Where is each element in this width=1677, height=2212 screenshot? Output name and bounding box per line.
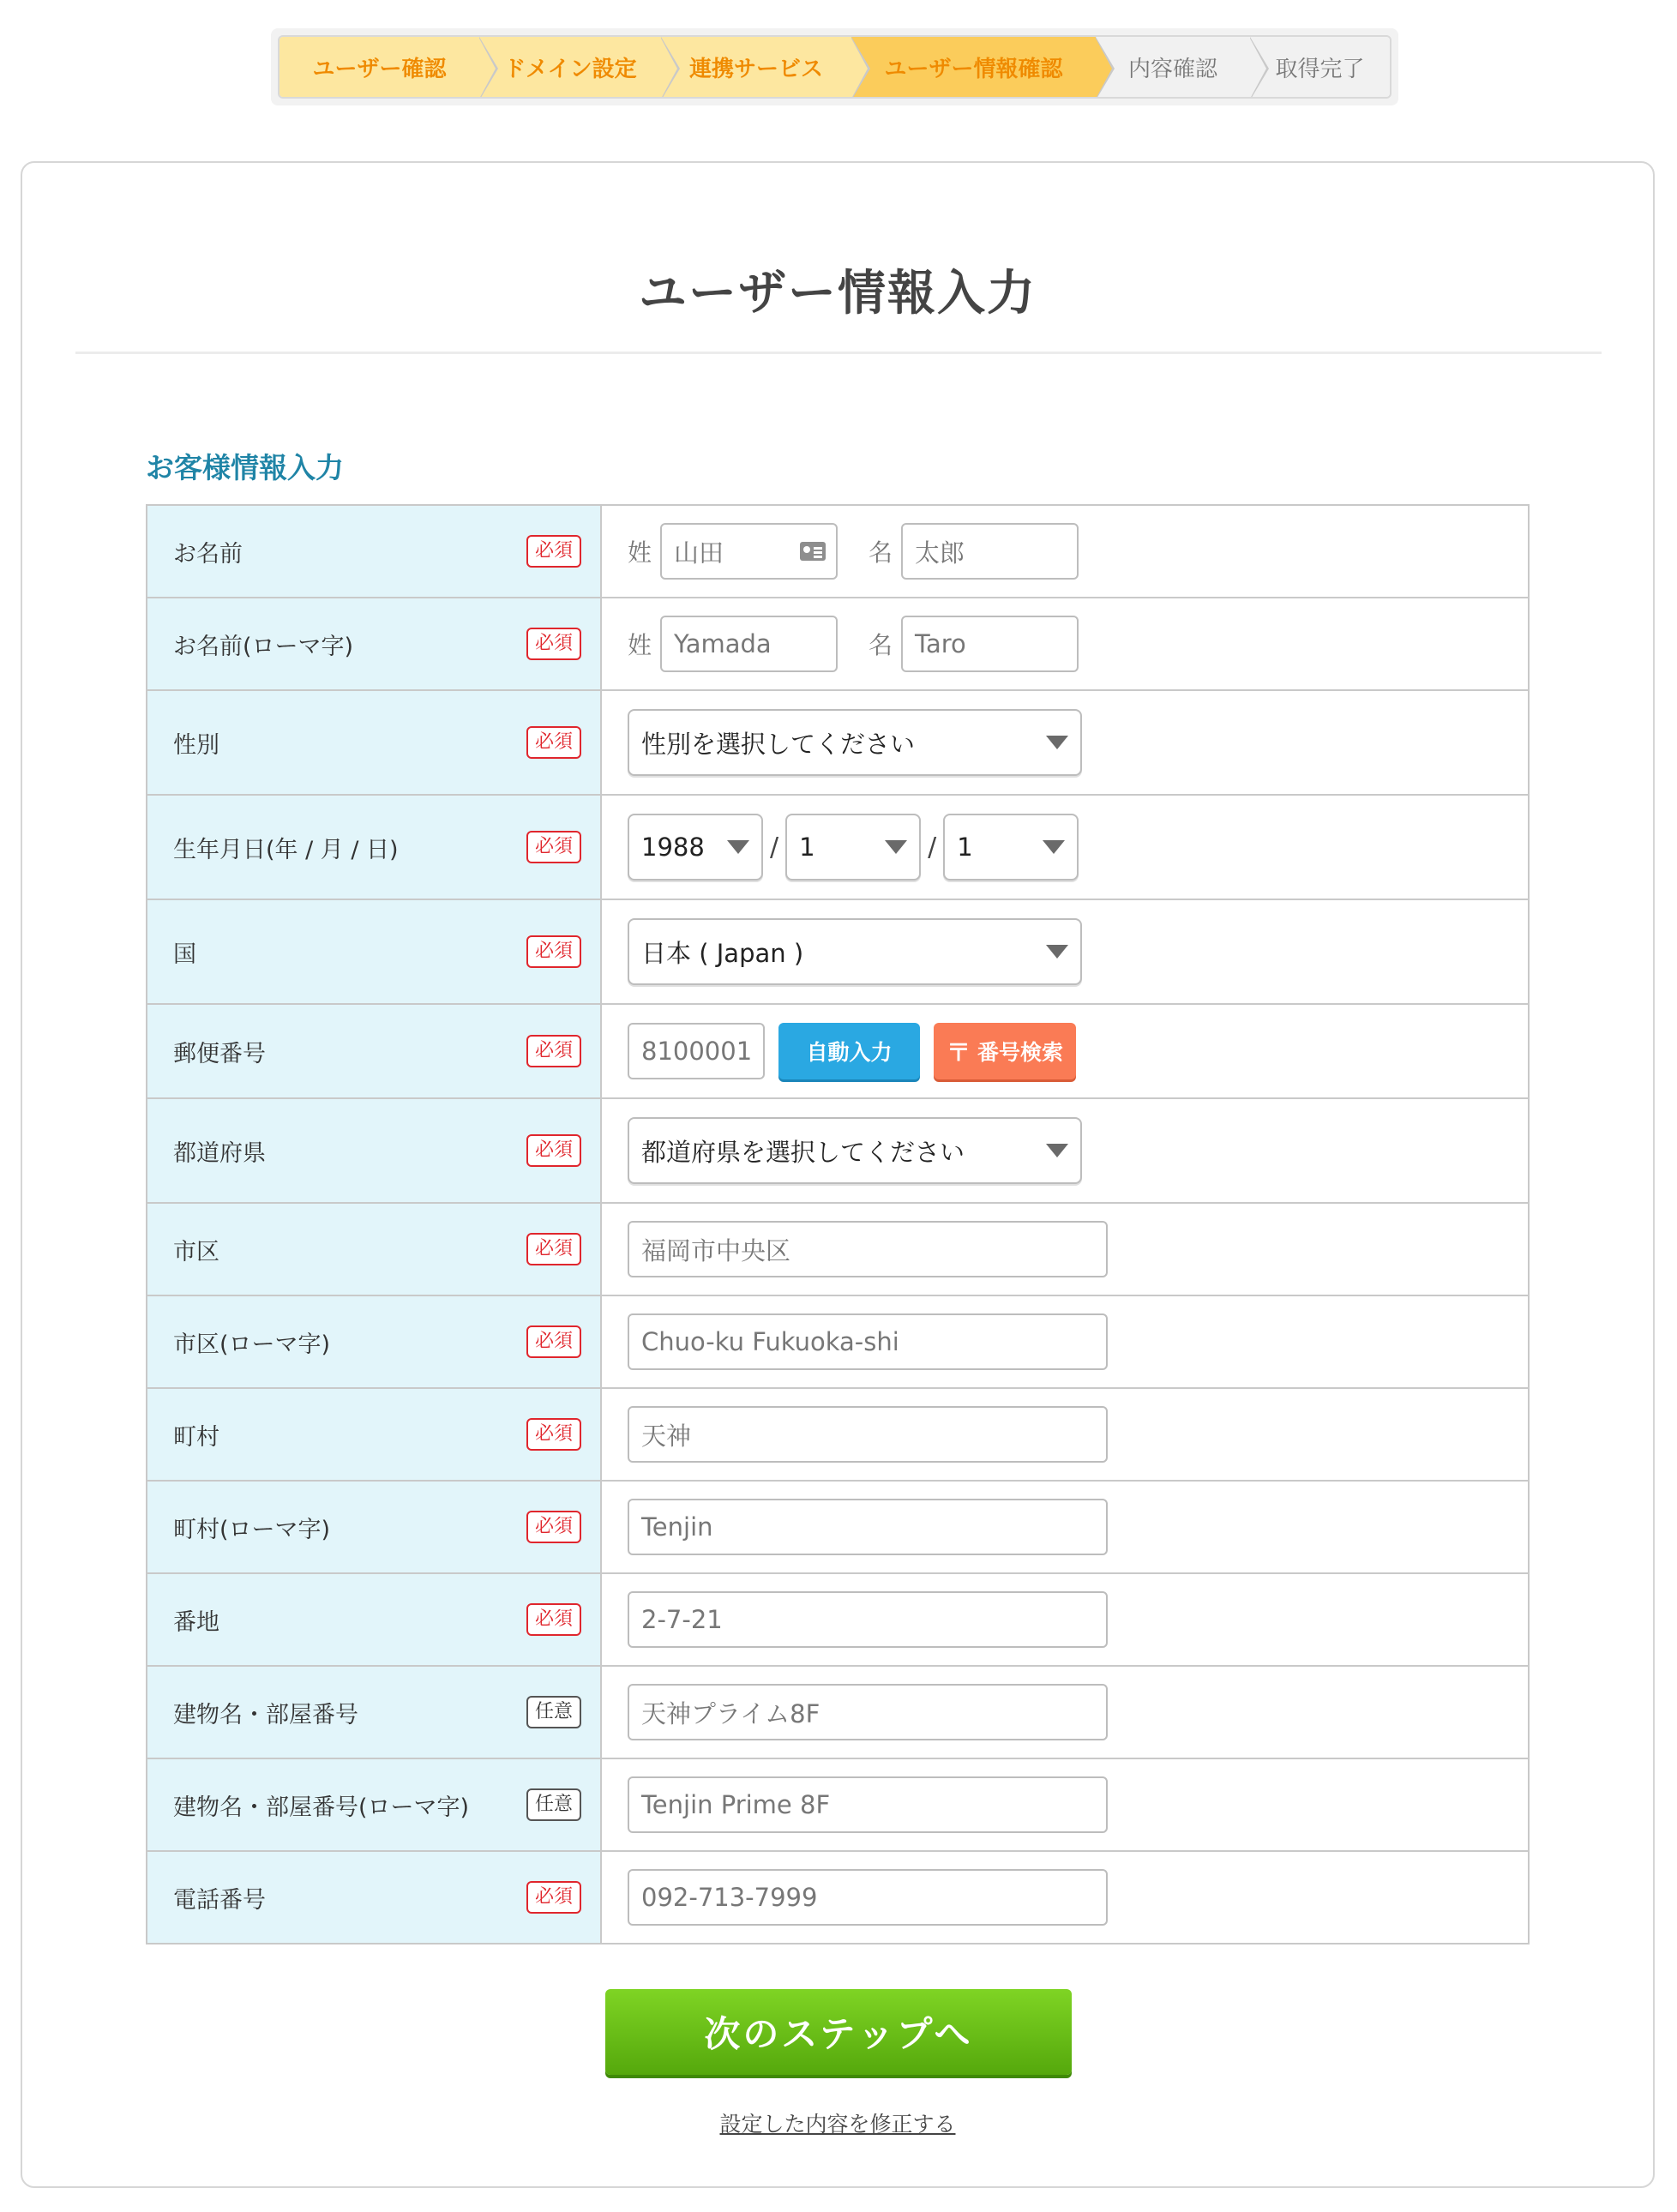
birth-year-value: 1988	[641, 833, 705, 862]
gender-select[interactable]	[628, 709, 1082, 776]
step-label: 連携サービス	[688, 56, 823, 82]
step-content-confirm	[1096, 37, 1250, 97]
row-birthday	[147, 794, 1528, 899]
step-label: 取得完了	[1275, 56, 1365, 82]
first-name-roman-placeholder: Taro	[915, 629, 966, 658]
town-roman-placeholder: Tenjin	[641, 1512, 713, 1542]
dropdown-arrow-icon	[727, 840, 749, 854]
dropdown-arrow-icon	[1043, 840, 1065, 854]
address-input[interactable]	[628, 1591, 1108, 1648]
field-label: 建物名・部屋番号	[173, 1701, 358, 1728]
first-name-roman-input[interactable]	[901, 616, 1079, 672]
last-name-placeholder: 山田	[674, 538, 724, 568]
required-badge: 必須	[526, 1603, 581, 1636]
required-badge: 必須	[526, 1418, 581, 1451]
first-name-label: 名	[869, 538, 893, 567]
first-name-roman-label: 名	[869, 631, 893, 659]
field-label: 電話番号	[173, 1886, 266, 1914]
field-label: 町村	[173, 1423, 219, 1451]
building-roman-placeholder: Tenjin Prime 8F	[641, 1790, 831, 1819]
section-heading: お客様情報入力	[146, 451, 344, 484]
building-input[interactable]	[628, 1684, 1108, 1740]
birth-day-select[interactable]	[943, 814, 1079, 881]
required-badge: 必須	[526, 1325, 581, 1358]
field-label: 生年月日(年 / 月 / 日)	[173, 836, 399, 863]
step-linked-service	[661, 37, 851, 97]
row-city	[147, 1202, 1528, 1295]
postal-search-button[interactable]	[934, 1023, 1076, 1079]
row-address	[147, 1572, 1528, 1665]
contact-card-icon[interactable]	[800, 542, 826, 561]
row-building	[147, 1665, 1528, 1758]
first-name-input[interactable]	[901, 523, 1079, 580]
required-badge: 必須	[526, 1881, 581, 1914]
country-selected-value: 日本 ( Japan )	[641, 938, 804, 968]
field-label: 郵便番号	[173, 1040, 266, 1067]
field-label: 市区(ローマ字)	[173, 1331, 331, 1358]
required-badge: 必須	[526, 1233, 581, 1265]
last-name-roman-label: 姓	[628, 631, 652, 659]
last-name-roman-placeholder: Yamada	[674, 629, 772, 658]
city-roman-placeholder: Chuo-ku Fukuoka-shi	[641, 1327, 899, 1356]
title-divider	[75, 352, 1602, 354]
city-roman-input[interactable]	[628, 1313, 1108, 1370]
row-town-roman	[147, 1480, 1528, 1572]
next-step-button[interactable]: 次のステップへ	[605, 1989, 1072, 2075]
required-badge: 必須	[526, 831, 581, 863]
building-roman-input[interactable]	[628, 1776, 1108, 1833]
postal-code-input[interactable]	[628, 1023, 765, 1079]
row-phone	[147, 1850, 1528, 1943]
row-building-roman	[147, 1758, 1528, 1850]
required-badge: 必須	[526, 535, 581, 568]
row-town	[147, 1387, 1528, 1480]
row-city-roman	[147, 1295, 1528, 1387]
row-gender	[147, 689, 1528, 794]
auto-fill-button[interactable]: 自動入力	[778, 1023, 920, 1079]
building-placeholder: 天神プライム8F	[641, 1698, 820, 1728]
dropdown-arrow-icon	[1046, 945, 1068, 959]
step-label: ユーザー確認	[312, 56, 447, 82]
required-badge: 必須	[526, 1035, 581, 1067]
town-input[interactable]	[628, 1406, 1108, 1463]
city-placeholder: 福岡市中央区	[641, 1235, 791, 1265]
phone-placeholder: 092-713-7999	[641, 1883, 818, 1912]
row-name-roman	[147, 597, 1528, 689]
required-badge: 必須	[526, 628, 581, 660]
field-label: 国	[173, 941, 196, 968]
optional-badge: 任意	[526, 1788, 581, 1821]
field-label: 性別	[173, 731, 219, 759]
dropdown-arrow-icon	[885, 840, 907, 854]
birth-day-value: 1	[957, 833, 973, 862]
customer-form	[146, 504, 1530, 1945]
step-domain-setting	[479, 37, 661, 97]
field-label: 市区	[173, 1238, 219, 1265]
step-label: 内容確認	[1127, 56, 1217, 82]
city-input[interactable]	[628, 1221, 1108, 1277]
row-postal	[147, 1003, 1528, 1097]
row-prefecture	[147, 1097, 1528, 1202]
birth-year-select[interactable]	[628, 814, 763, 881]
required-badge: 必須	[526, 1134, 581, 1167]
last-name-input[interactable]	[660, 523, 838, 580]
step-user-confirm	[280, 37, 479, 97]
last-name-label: 姓	[628, 538, 652, 567]
town-roman-input[interactable]	[628, 1499, 1108, 1555]
field-label: 都道府県	[173, 1139, 266, 1167]
step-label: ユーザー情報確認	[884, 56, 1063, 82]
row-country	[147, 899, 1528, 1003]
gender-selected-value: 性別を選択してください	[641, 729, 916, 759]
phone-input[interactable]	[628, 1869, 1108, 1926]
row-name	[147, 506, 1528, 597]
main-card	[21, 161, 1655, 2188]
field-label: お名前	[173, 540, 243, 568]
postal-search-label: 番号検索	[977, 1040, 1064, 1065]
birth-month-select[interactable]	[785, 814, 921, 881]
required-badge: 必須	[526, 726, 581, 759]
prefecture-selected-value: 都道府県を選択してください	[641, 1137, 965, 1167]
step-user-info	[851, 37, 1096, 97]
optional-badge: 任意	[526, 1696, 581, 1728]
postal-code-placeholder: 8100001	[641, 1037, 753, 1066]
date-separator: /	[770, 832, 779, 863]
page-title: ユーザー情報入力	[639, 266, 1037, 322]
required-badge: 必須	[526, 1511, 581, 1543]
field-label: 番地	[173, 1608, 219, 1636]
field-label: 町村(ローマ字)	[173, 1516, 331, 1543]
postal-mark-icon: 〒	[946, 1038, 971, 1067]
step-label: ドメイン設定	[503, 56, 637, 82]
dropdown-arrow-icon	[1046, 736, 1068, 749]
town-placeholder: 天神	[641, 1421, 692, 1451]
last-name-roman-input[interactable]	[660, 616, 838, 672]
first-name-placeholder: 太郎	[915, 538, 965, 568]
address-placeholder: 2-7-21	[641, 1605, 723, 1634]
edit-settings-link[interactable]	[22, 2107, 1653, 2138]
dropdown-arrow-icon	[1046, 1144, 1068, 1157]
edit-settings-label[interactable]: 設定した内容を修正する	[719, 2112, 956, 2137]
field-label: 建物名・部屋番号(ローマ字)	[173, 1794, 470, 1821]
country-select[interactable]	[628, 918, 1082, 985]
birth-month-value: 1	[799, 833, 815, 862]
date-separator: /	[928, 832, 937, 863]
field-label: お名前(ローマ字)	[173, 633, 354, 660]
prefecture-select[interactable]	[628, 1117, 1082, 1184]
step-progress-bar	[271, 28, 1398, 105]
required-badge: 必須	[526, 935, 581, 968]
step-complete	[1250, 37, 1390, 97]
